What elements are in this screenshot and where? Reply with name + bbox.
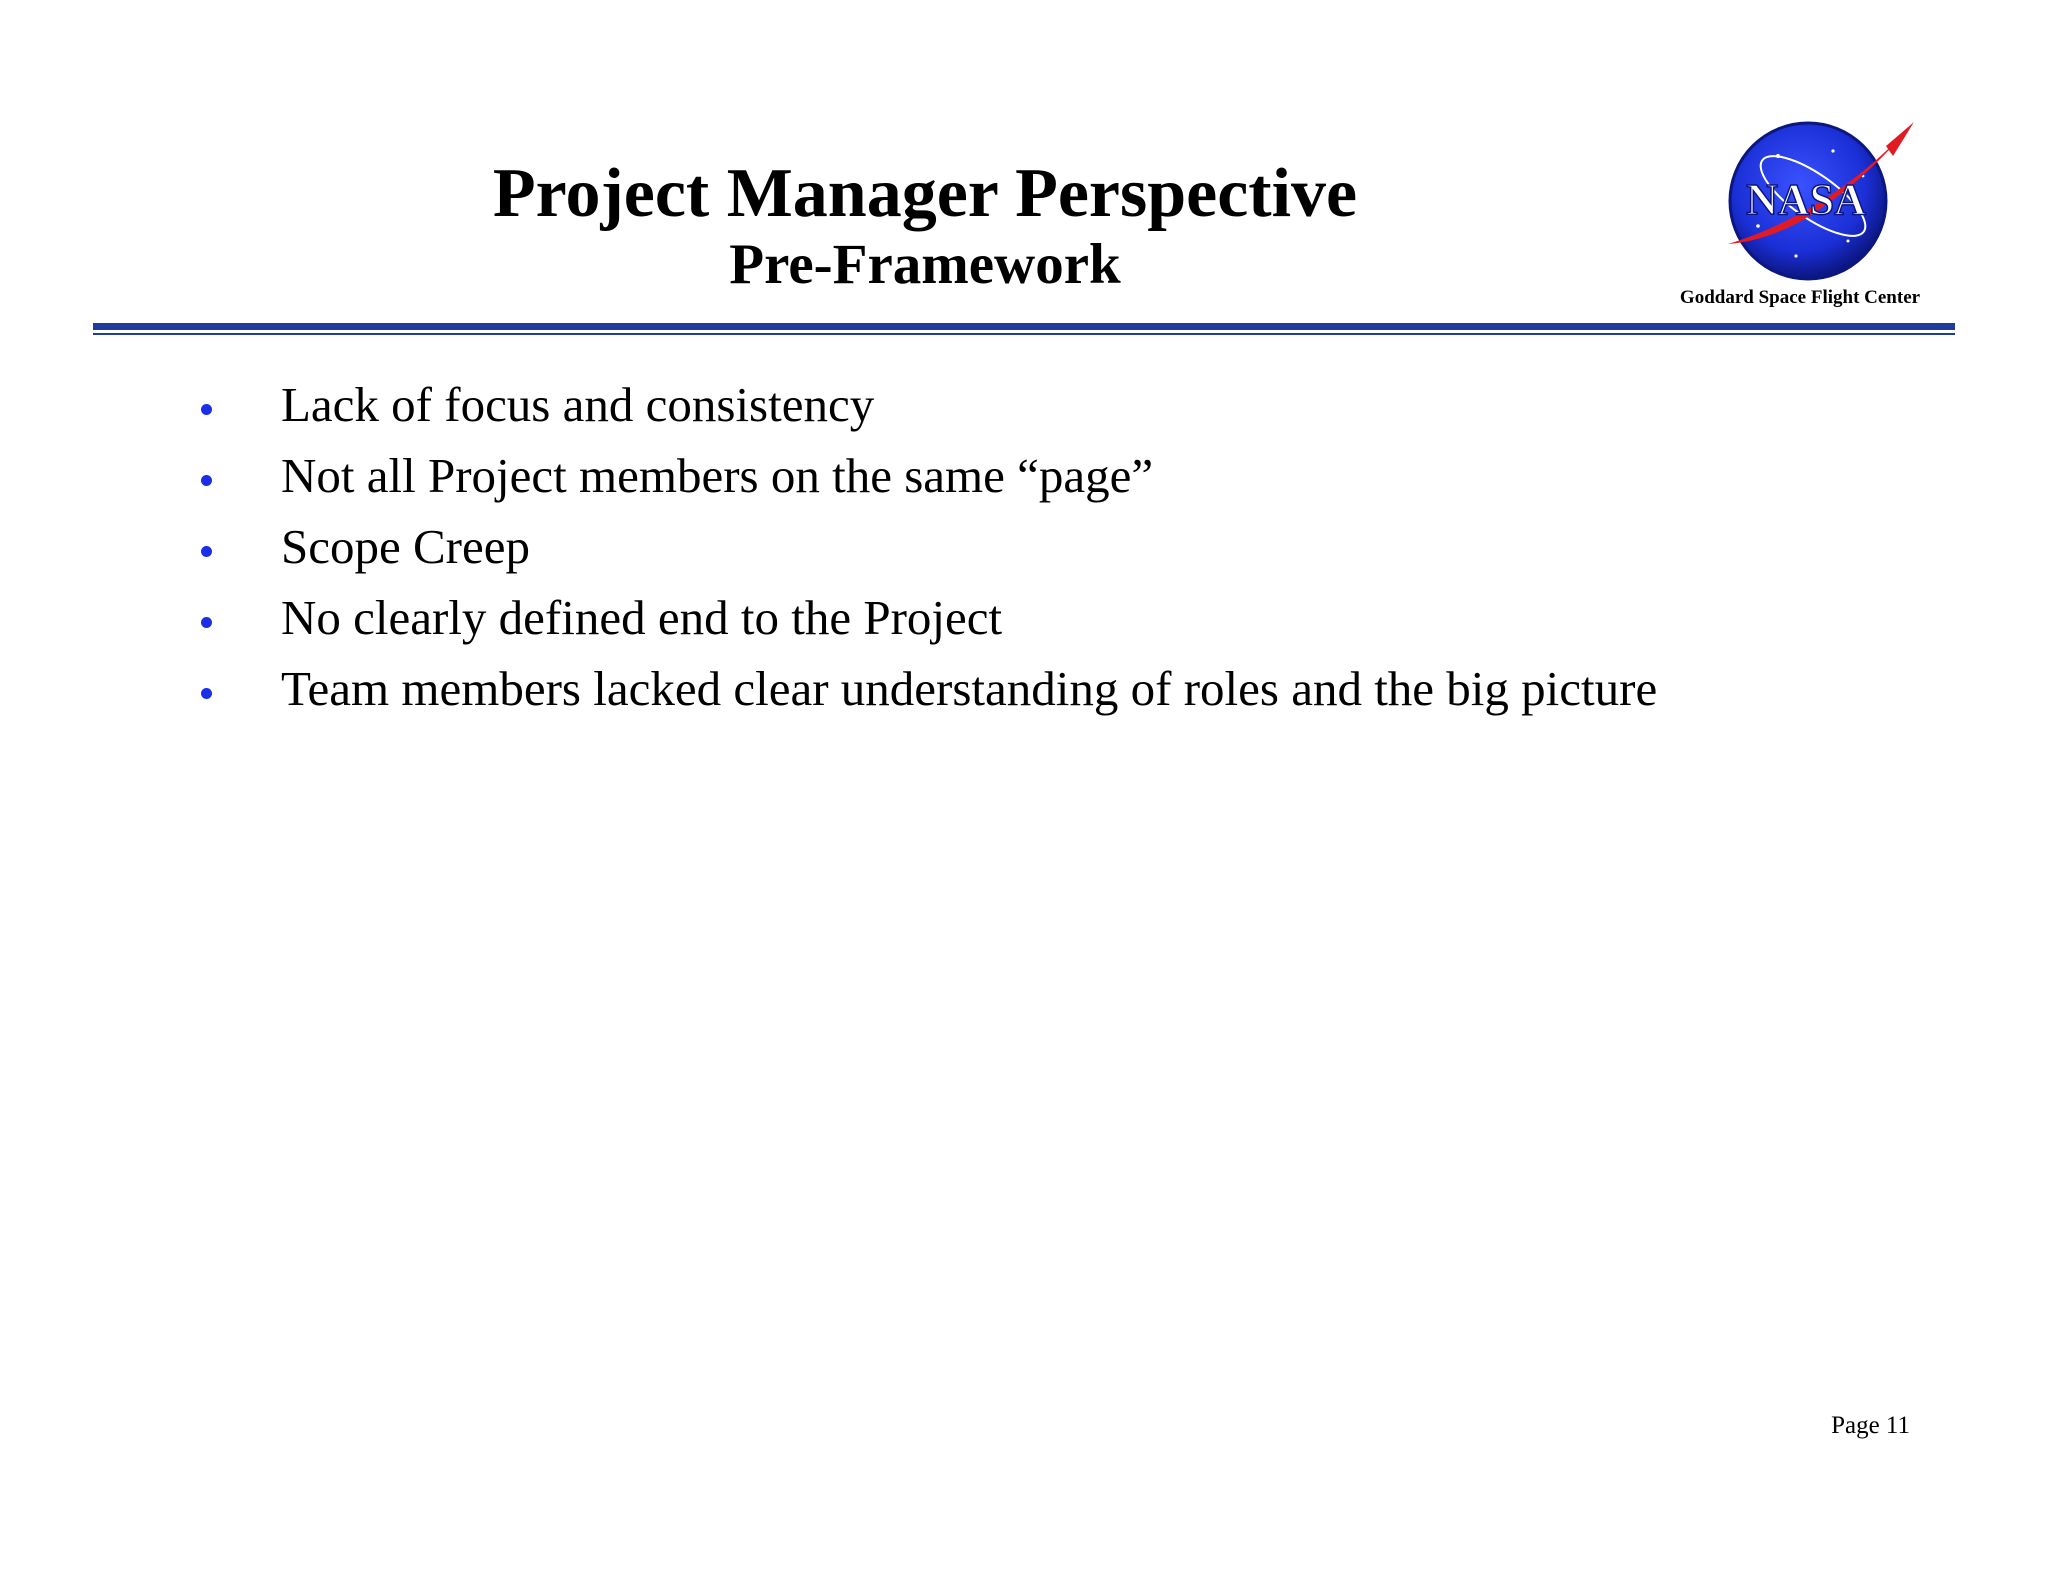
nasa-logo [1718,116,1918,286]
nasa-meatball-icon [1718,116,1918,286]
bullet-text: Team members lacked clear understanding of roles and the big picture [281,661,1658,716]
header-rule [93,323,1955,330]
bullet-dot-icon [201,546,212,557]
bullet-text: Scope Creep [281,519,530,574]
page-title: Project Manager Perspective [492,155,1358,232]
bullet-text: Lack of focus and consistency [281,377,875,432]
bullet-dot-icon [201,617,212,628]
page-subtitle: Pre-Framework [729,233,1121,296]
bullet-text: Not all Project members on the same “page” [281,448,1154,503]
bullet-dot-icon [201,475,212,486]
svg-text:NASA: NASA [1746,175,1866,224]
page-number: Page 11 [1831,1412,1910,1439]
bullet-text: No clearly defined end to the Project [281,590,1003,645]
header-rule-thin [93,333,1955,335]
bullet-dot-icon [201,688,212,699]
bullet-dot-icon [201,404,212,415]
title-block [330,152,1520,298]
logo-caption: Goddard Space Flight Center [1679,287,1921,308]
